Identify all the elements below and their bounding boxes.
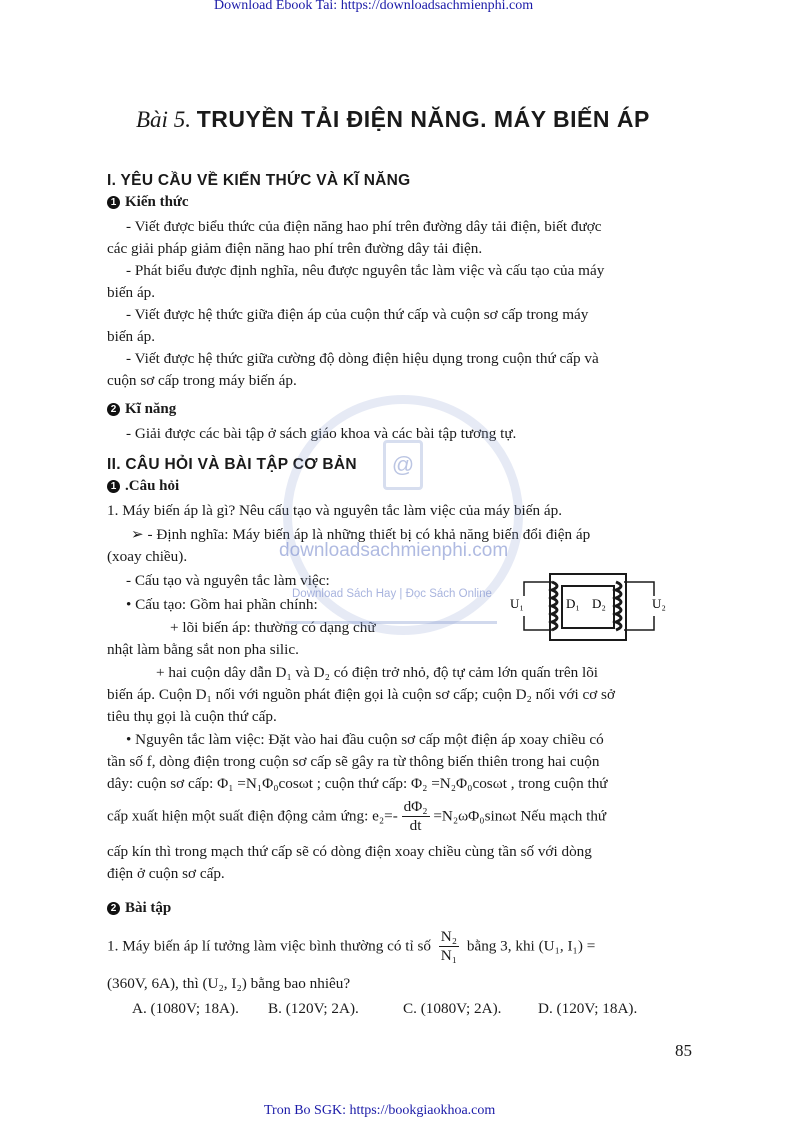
label-d2: D₂ [592, 596, 606, 611]
emf-fraction: $\frac{\text{dΦ₂}}{dt}$ [403, 798, 428, 834]
number-one-icon: 1 [107, 196, 120, 209]
knowledge-line-5: - Viết được hệ thức giữa điện áp của cuộn thứ cấp và cuộn sơ cấp trong máy [126, 306, 589, 323]
number-two-icon: 2 [107, 403, 120, 416]
section-2-heading: II. CÂU HỎI VÀ BÀI TẬP CƠ BẢN [107, 456, 357, 473]
watermark-tagline: Download Sách Hay | Đọc Sách Online [292, 588, 492, 600]
core-line-2: nhật làm bằng sắt non pha silic. [107, 641, 299, 658]
option-b: B. (120V; 2A). [268, 1000, 359, 1017]
knowledge-line-4: biến áp. [107, 284, 156, 301]
label-d1: D₁ [566, 596, 580, 611]
knowledge-line-8: cuộn sơ cấp trong máy biến áp. [107, 372, 297, 389]
coil-line-1: + hai cuộn dây dẫn D₁ và D₂ có điện trở nhỏ, độ tự cảm lớn quấn trên lõi [156, 664, 599, 681]
ebook-download-link[interactable]: Download Ebook Tai: https://downloadsachmienphi.com [214, 0, 534, 13]
primary-coil [552, 582, 557, 630]
emf-formula-line: cấp xuất hiện một suất điện động cảm ứng: e₂=- $\frac{\text{dΦ₂}}{dt}$ =N₂ωΦ₀sinωt Nếu mạch thứ [107, 798, 607, 834]
lesson-title [136, 106, 650, 133]
ratio-fraction: $\frac{\text{N₂}}{\text{N₁}}$ [440, 928, 458, 964]
definition-line-1: ➢ - Định nghĩa: Máy biến áp là những thiết bị có khả năng biến đổi điện áp [131, 526, 591, 543]
knowledge-line-7: - Viết được hệ thức giữa cường độ dòng điện hiệu dụng trong cuộn thứ cấp và [126, 350, 599, 367]
coil-line-3: tiêu thụ gọi là cuộn thứ cấp. [107, 708, 277, 725]
option-c: C. (1080V; 2A). [403, 1000, 502, 1017]
label-u2: U₂ [652, 596, 666, 611]
knowledge-line-6: biến áp. [107, 328, 156, 345]
knowledge-line-1: - Viết được biểu thức của điện năng hao phí trên đường dây tải điện, biết được [126, 218, 602, 235]
watermark-underline [285, 621, 497, 624]
number-two-icon: 2 [107, 902, 120, 915]
structure-line: - Cấu tạo và nguyên tắc làm việc: [126, 572, 330, 589]
skill-line: - Giải được các bài tập ở sách giáo khoa và các bài tập tương tự. [126, 425, 517, 442]
lesson-title-text: TRUYỀN TẢI ĐIỆN NĂNG. MÁY BIẾN ÁP [196, 106, 650, 132]
questions-subheading: 1 .Câu hỏi [107, 478, 179, 495]
secondary-coil [616, 582, 621, 630]
page-number: 85 [675, 1041, 692, 1060]
structure-bullet: • Cấu tạo: Gồm hai phần chính: [126, 596, 318, 613]
knowledge-subheading: 1 Kiến thức [107, 194, 189, 211]
knowledge-line-3: - Phát biểu được định nghĩa, nêu được nguyên tắc làm việc và cấu tạo của máy [126, 262, 605, 279]
label-u1: U₁ [510, 596, 524, 611]
watermark-book-icon: @ [383, 440, 423, 490]
closed-circuit-line-1: cấp kín thì trong mạch thứ cấp sẽ có dòng điện xoay chiều cùng tần số với dòng [107, 843, 592, 860]
principle-line-3: dây: cuộn sơ cấp: Φ₁ =N₁Φ₀cosωt ; cuộn thứ cấp: Φ₂ =N₂Φ₀cosωt , trong cuộn thứ [107, 775, 608, 792]
section-1-heading: I. YÊU CẦU VỀ KIẾN THỨC VÀ KĨ NĂNG [107, 172, 411, 189]
knowledge-line-2: các giải pháp giảm điện năng hao phí trên đường dây tải điện. [107, 240, 483, 257]
exercise-1-line-2: (360V, 6A), thì (U₂, I₂) bằng bao nhiêu? [107, 975, 351, 992]
sgk-download-link[interactable]: Tron Bo SGK: https://bookgiaokhoa.com [264, 1103, 496, 1118]
number-one-icon: 1 [107, 480, 120, 493]
option-a: A. (1080V; 18A). [132, 1000, 239, 1017]
watermark-site: downloadsachmienphi.com [279, 540, 509, 561]
principle-line-2: tần số f, dòng điện trong cuộn sơ cấp sẽ gây ra từ thông biến thiên trong hai cuộn [107, 753, 600, 770]
arrow-bullet-icon: ➢ [131, 526, 148, 543]
exercise-1-line-1: 1. Máy biến áp lí tưởng làm việc bình thường có tỉ số $\frac{\text{N₂}}{\text{N₁}}$ bằng 3, khi (U₁, I₁) = [107, 928, 596, 964]
core-line-1: + lõi biến áp: thường có dạng chữ [170, 619, 376, 636]
exercise-subheading: 2 Bài tập [107, 900, 171, 917]
closed-circuit-line-2: điện ở cuộn sơ cấp. [107, 865, 225, 882]
skill-subheading: 2 Kĩ năng [107, 401, 176, 418]
question-1: 1. Máy biến áp là gì? Nêu cấu tạo và nguyên tắc làm việc của máy biến áp. [107, 502, 563, 519]
lesson-number: Bài 5. [136, 107, 191, 132]
option-d: D. (120V; 18A). [538, 1000, 638, 1017]
principle-line-1: • Nguyên tắc làm việc: Đặt vào hai đầu cuộn sơ cấp một điện áp xoay chiều có [126, 731, 604, 748]
transformer-diagram [508, 566, 668, 652]
coil-line-2: biến áp. Cuộn D₁ nối với nguồn phát điện gọi là cuộn sơ cấp; cuộn D₂ nối với cơ sở [107, 686, 615, 703]
definition-line-2: (xoay chiều). [107, 548, 188, 565]
